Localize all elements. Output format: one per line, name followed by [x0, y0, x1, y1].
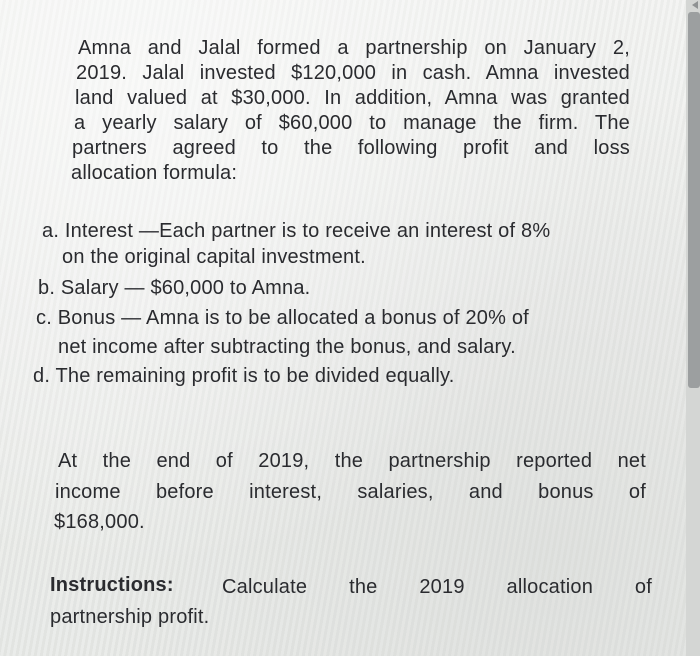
instructions-line: Calculate the 2019 allocation of: [222, 576, 652, 598]
formula-item-b: b. Salary — $60,000 to Amna.: [38, 277, 311, 299]
formula-item-c-cont: net income after subtracting the bonus, and salary.: [58, 336, 516, 358]
result-line: income before interest, salaries, and bonus of: [55, 481, 646, 503]
result-line: At the end of 2019, the partnership reported net: [58, 450, 646, 472]
intro-line: allocation formula:: [71, 162, 238, 184]
formula-item-a: a. Interest —Each partner is to receive an interest of 8%: [42, 220, 551, 242]
formula-item-a-cont: on the original capital investment.: [62, 246, 366, 268]
intro-line: Amna and Jalal formed a partnership on January 2,: [78, 37, 630, 59]
intro-line: 2019. Jalal invested $120,000 in cash. Amna invested: [76, 62, 630, 84]
intro-line: land valued at $30,000. In addition, Amna was granted: [75, 87, 630, 109]
scroll-up-arrow-icon[interactable]: [692, 1, 698, 9]
intro-line: partners agreed to the following profit and loss: [72, 137, 630, 159]
instructions-label: [50, 573, 174, 597]
scrollbar-thumb[interactable]: [688, 12, 700, 388]
scrollbar-track[interactable]: [686, 0, 700, 656]
instructions-line: partnership profit.: [50, 606, 210, 628]
intro-line: a yearly salary of $60,000 to manage the firm. The: [74, 112, 630, 134]
instructions-label-text: Instructions:: [50, 574, 174, 596]
formula-item-c: c. Bonus — Amna is to be allocated a bonus of 20% of: [36, 307, 529, 329]
result-line: $168,000.: [54, 511, 145, 533]
formula-item-d: d. The remaining profit is to be divided equally.: [33, 365, 455, 387]
